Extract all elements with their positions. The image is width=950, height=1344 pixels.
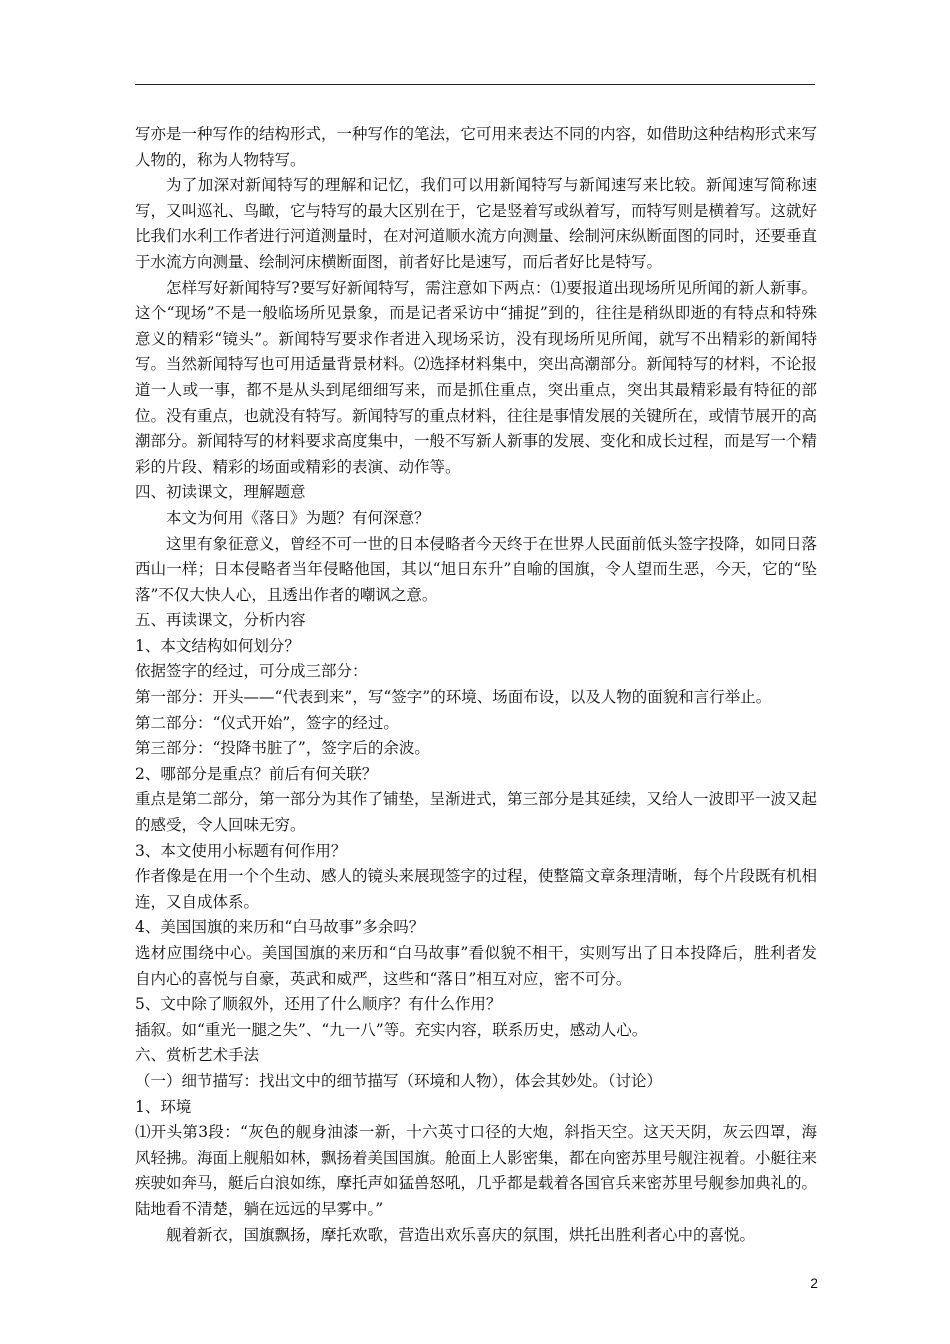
paragraph: 写亦是一种写作的结构形式，一种写作的笔法，它可用来表达不同的内容，如借助这种结构形式来写人物的，称为人物特写。 bbox=[135, 125, 818, 169]
paragraph: 重点是第二部分，第一部分为其作了铺垫，呈渐进式，第三部分是其延续，又给人一波即平一波又起的感受，令人回味无穷。 bbox=[135, 790, 818, 835]
paragraph: 2、哪部分是重点？前后有何关联？ bbox=[135, 764, 378, 783]
paragraph: 怎样写好新闻特写?要写好新闻特写，需注意如下两点：⑴要报道出现场所见所闻的新人新事。这个“现场”不是一般临场所见景象，而是记者采访中“捕捉”到的，往往是稍纵即逝的有特点和特殊意义的精彩“镜头”。新闻特写要求作者进入现场采访，没有现场所见所闻，就写不出精彩的新闻特写。当然新闻特写也可用适量背景材料。⑵选择材料集中，突出高潮部分。新闻特写的材料，不论报道一人或一事，都不是从头到尾细细写来，而是抓住重点，突出重点，突出其最精彩最有特征的部位。没有重点，也就没有特写。新闻特写的重点材料，往往是事情发展的关键所在，或情节展开的高潮部分。新闻特写的材料要求高度集中，一般不写新人新事的发展、变化和成长过程，而是写一个精彩的片段、精彩的场面或精彩的表演、动作等。 bbox=[135, 278, 818, 476]
paragraph: 这里有象征意义，曾经不可一世的日本侵略者今天终于在世界人民面前低头签字投降，如同日落西山一样；日本侵略者当年侵略他国，其以“旭日东升”自喻的国旗，令人望而生恶，今天，它的“坠落”不仅大快人心，且透出作者的嘲讽之意。 bbox=[135, 534, 818, 604]
paragraph: 1、本文结构如何划分？ bbox=[135, 636, 300, 655]
document-body bbox=[135, 122, 817, 1248]
paragraph: 四、初读课文，理解题意 bbox=[135, 483, 306, 502]
paragraph: 五、再读课文，分析内容 bbox=[135, 611, 306, 630]
paragraph: 六、赏析艺术手法 bbox=[135, 1046, 260, 1065]
paragraph: 5、文中除了顺叙外，还用了什么顺序？有什么作用？ bbox=[135, 995, 502, 1014]
paragraph: 3、本文使用小标题有何作用？ bbox=[135, 841, 347, 860]
paragraph: 第一部分：开头——“代表到来”，写“签字”的环境、场面布设，以及人物的面貌和言行举止。 bbox=[135, 688, 772, 707]
paragraph: 选材应围绕中心。美国国旗的来历和“白马故事”看似貌不相干，实则写出了日本投降后，胜利者发自内心的喜悦与自豪，英武和威严，这些和“落日”相互对应，密不可分。 bbox=[135, 944, 817, 988]
paragraph: 为了加深对新闻特写的理解和记忆，我们可以用新闻特写与新闻速写来比较。新闻速写简称速写，又叫巡礼、鸟瞰，它与特写的最大区别在于，它是竖着写或纵着写，而特写则是横着写。这就好比我们水利工作者进行河道测量时，在对河道顺水流方向测量、绘制河床纵断面图的同时，还要垂直于水流方向测量、绘制河床横断面图，前者好比是速写，而后者好比是特写。 bbox=[135, 176, 818, 271]
paragraph: 4、美国国旗的来历和“白马故事”多余吗？ bbox=[135, 918, 425, 937]
paragraph: ⑴开头第3段：“灰色的舰身油漆一新，十六英寸口径的大炮，斜指天空。这天天阴，灰云四罩，海风轻拂。海面上舰船如林，飘扬着美国国旗。舱面上人影密集，都在向密苏里号舰注视着。小艇往来疾驶如奔马，艇后白浪如练，摩托声如猛兽怒吼，几乎都是载着各国官兵来密苏里号舰参加典礼的。陆地看不清楚，躺在远远的早雾中。” bbox=[135, 1123, 818, 1218]
paragraph: 本文为何用《落日》为题？有何深意？ bbox=[166, 508, 430, 527]
paragraph: （一）细节描写：找出文中的细节描写（环境和人物），体会其妙处。（讨论） bbox=[135, 1071, 663, 1090]
paragraph: 1、环境 bbox=[135, 1097, 192, 1116]
page-number: 2 bbox=[810, 1275, 818, 1291]
paragraph: 第二部分：“仪式开始”，签字的经过。 bbox=[135, 713, 399, 732]
paragraph: 依据签字的经过，可分成三部分： bbox=[135, 662, 368, 681]
header-rule bbox=[135, 84, 815, 85]
paragraph: 插叙。如“重光一腿之失”、“九一八”等。充实内容，联系历史，感动人心。 bbox=[135, 1020, 648, 1039]
paragraph: 作者像是在用一个个生动、感人的镜头来展现签字的过程，使整篇文章条理清晰，每个片段既有机相连，又自成体系。 bbox=[135, 867, 818, 911]
paragraph: 第三部分：“投降书脏了”，签字后的余波。 bbox=[135, 739, 430, 758]
paragraph: 舰着新衣，国旗飘扬，摩托欢歌，营造出欢乐喜庆的氛围，烘托出胜利者心中的喜悦。 bbox=[166, 1225, 756, 1244]
